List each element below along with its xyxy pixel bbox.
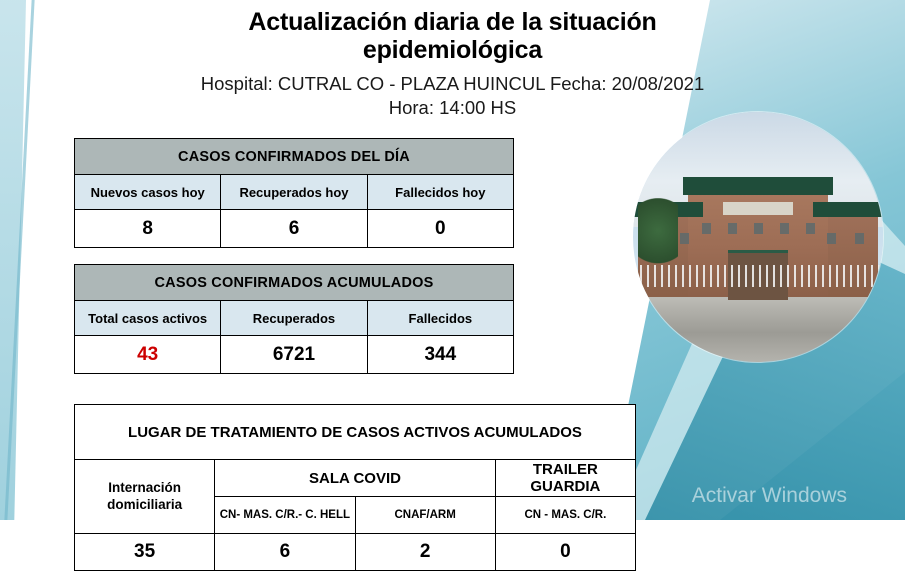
table-treatment-sub-cn-mas-cr: CN - MAS. C/R. — [495, 497, 635, 534]
table-treatment-val-home: 35 — [75, 534, 215, 571]
table-day-col-new: Nuevos casos hoy — [75, 175, 221, 210]
table-treatment-col-home: Internación domiciliaria — [75, 460, 215, 534]
table-treatment-group-sala-covid: SALA COVID — [215, 460, 496, 497]
table-day-val-recovered: 6 — [221, 210, 367, 248]
table-row — [75, 534, 636, 571]
table-accumulated-col-active: Total casos activos — [75, 301, 221, 336]
table-row — [75, 139, 514, 175]
table-day-col-deceased: Fallecidos hoy — [367, 175, 513, 210]
table-row — [75, 210, 514, 248]
table-accumulated-heading: CASOS CONFIRMADOS ACUMULADOS — [75, 265, 514, 301]
table-row — [75, 265, 514, 301]
page-title: Actualización diaria de la situación epidemiológica — [248, 8, 657, 64]
table-row — [75, 175, 514, 210]
table-day-val-new: 8 — [75, 210, 221, 248]
table-row — [75, 301, 514, 336]
spacer — [74, 374, 905, 404]
table-accumulated-col-deceased: Fallecidos — [367, 301, 513, 336]
document-header — [0, 0, 905, 120]
table-row — [75, 336, 514, 374]
activate-windows-watermark: Activar Windows — [691, 484, 847, 507]
subtitle-line-hospital: Hospital: CUTRAL CO - PLAZA HUINCUL Fecha: 20/08/2021 — [200, 73, 705, 94]
table-treatment-group-trailer: TRAILER GUARDIA — [495, 460, 635, 497]
table-accumulated-col-recovered: Recuperados — [221, 301, 367, 336]
table-treatment-heading: LUGAR DE TRATAMIENTO DE CASOS ACTIVOS ACUMULADOS — [75, 405, 636, 460]
table-treatment-val-trailer: 0 — [495, 534, 635, 571]
table-accumulated-val-active: 43 — [75, 336, 221, 374]
table-cases-of-the-day — [74, 138, 514, 248]
table-row — [75, 460, 636, 497]
table-treatment-val-cnaf-arm: 2 — [355, 534, 495, 571]
table-treatment-sub-cn-mas: CN- MAS. C/R.- C. HELL — [215, 497, 355, 534]
table-accumulated-cases — [74, 264, 514, 374]
subtitle-line-hour: Hora: 14:00 HS — [388, 97, 517, 119]
table-accumulated-val-recovered: 6721 — [221, 336, 367, 374]
table-treatment-sub-cnaf-arm: CNAF/ARM — [355, 497, 495, 534]
table-treatment-location — [74, 404, 636, 571]
table-row — [75, 405, 636, 460]
spacer — [74, 248, 905, 264]
table-day-val-deceased: 0 — [367, 210, 513, 248]
page-subtitle — [133, 72, 773, 120]
table-day-col-recovered: Recuperados hoy — [221, 175, 367, 210]
table-day-heading: CASOS CONFIRMADOS DEL DÍA — [75, 139, 514, 175]
table-accumulated-val-deceased: 344 — [367, 336, 513, 374]
table-treatment-val-cn-mas: 6 — [215, 534, 355, 571]
